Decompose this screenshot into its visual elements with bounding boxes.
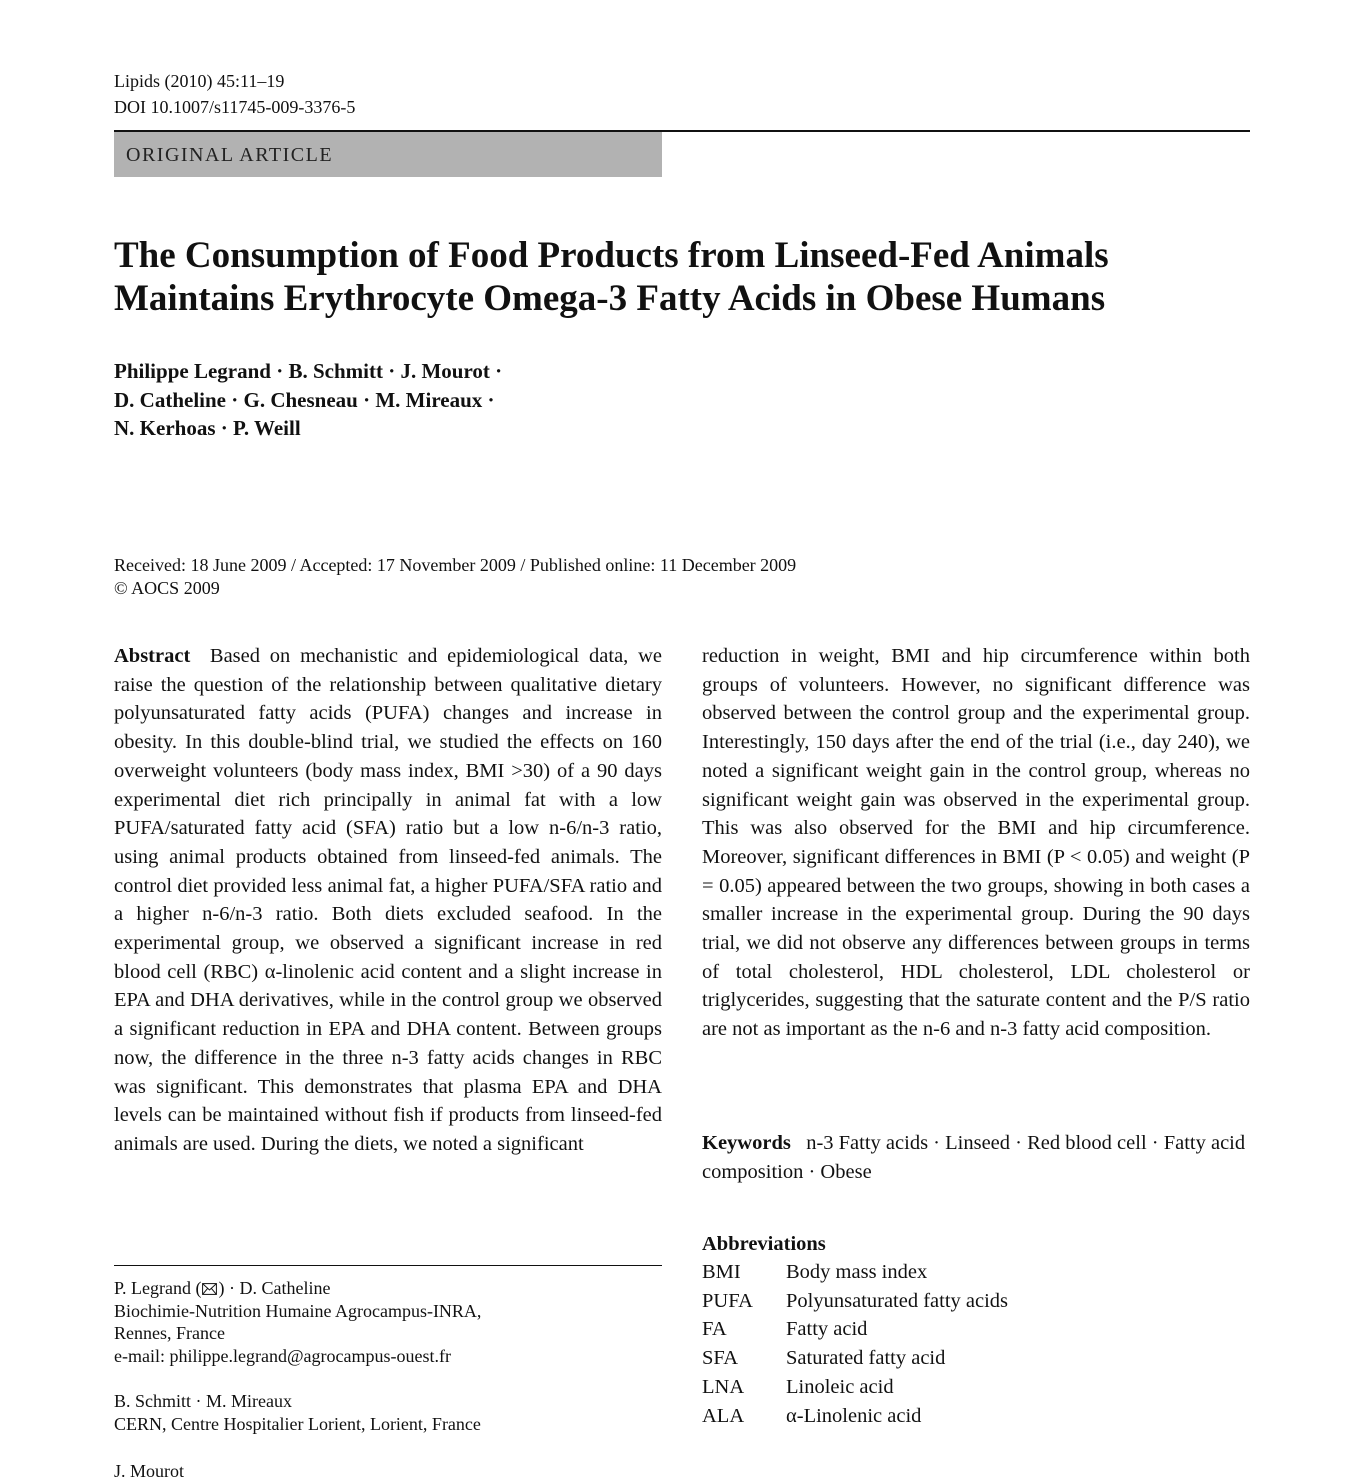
author-line: N. Kerhoas · P. Weill: [114, 416, 301, 440]
affiliation-line: Biochimie-Nutrition Humaine Agrocampus-INRA,: [114, 1300, 482, 1321]
abstract-heading: Abstract: [114, 645, 191, 667]
copyright: © AOCS 2009: [114, 578, 220, 598]
envelope-icon: [202, 1283, 217, 1295]
affiliation-block: [114, 1390, 481, 1435]
abbreviation-row: [702, 1258, 1008, 1287]
footnote-rule: [114, 1265, 662, 1266]
journal-header: [114, 68, 355, 120]
affiliation-line: Rennes, France: [114, 1323, 225, 1343]
doi: DOI 10.1007/s11745-009-3376-5: [114, 97, 356, 117]
affiliation-email[interactable]: e-mail: philippe.legrand@agrocampus-ouest.fr: [114, 1345, 451, 1366]
author-line: Philippe Legrand · B. Schmitt · J. Mourot ·: [114, 359, 503, 383]
author-line: D. Catheline · G. Chesneau · M. Mireaux ·: [114, 387, 495, 412]
abbreviation-key: BMI: [702, 1261, 741, 1283]
abbreviations-heading: Abbreviations: [702, 1233, 826, 1255]
abstract-right-column: [702, 642, 1250, 1044]
abbreviation-row: [702, 1287, 1008, 1316]
abbreviation-value: Fatty acid: [786, 1318, 868, 1341]
abbreviation-key: LNA: [702, 1375, 745, 1398]
publication-dates: [114, 554, 796, 600]
keywords-heading: Keywords: [702, 1132, 791, 1154]
affiliation-authors: P. Legrand ( ) · D. Catheline: [114, 1278, 331, 1298]
abbreviation-key: ALA: [702, 1404, 745, 1427]
abbreviations-list: [702, 1258, 1008, 1430]
abbreviation-row: [702, 1402, 1008, 1431]
abstract-text-right: reduction in weight, BMI and hip circumference within both groups of volunteers. However, no significant difference was observed between the control group and the experimental group. Interestingly, 150 days after the end of the trial (i.e., day 240), we noted a significant weight gain in the control group, whereas no significant weight gain was observed in the experimental group. This was also observed for the BMI and hip circumference. Moreover, significant differences in BMI (P < 0.05) and weight (P = 0.05) appeared between the two groups, showing in both cases a smaller increase in the experimental group. During the 90 days trial, we did not observe any differences between groups in terms of total cholesterol, HDL cholesterol, LDL cholesterol or triglycerides, suggesting that the saturate content and the P/S ratio are not as important as the n-6 and n-3 fatty acid composition.: [702, 645, 1250, 1041]
abstract-left-column: [114, 642, 662, 1159]
keywords-text: n-3 Fatty acids · Linseed · Red blood cell · Fatty acid composition · Obese: [702, 1132, 1246, 1183]
abbreviation-row: [702, 1344, 1008, 1373]
title-line: Maintains Erythrocyte Omega-3 Fatty Acids in Obese Humans: [114, 278, 1106, 319]
article-type-banner: ORIGINAL ARTICLE: [114, 132, 662, 177]
author-list: [114, 357, 502, 443]
affiliation-authors: J. Mourot: [114, 1461, 185, 1481]
abbreviation-value: Linoleic acid: [786, 1375, 894, 1398]
affiliation-block: [114, 1460, 184, 1483]
date-history: Received: 18 June 2009 / Accepted: 17 November 2009 / Published online: 11 December 2009: [114, 555, 797, 575]
journal-citation: Lipids (2010) 45:11–19: [114, 71, 285, 91]
abbreviation-value: Saturated fatty acid: [786, 1347, 946, 1370]
abbreviation-value: Polyunsaturated fatty acids: [786, 1289, 1009, 1312]
abbreviation-key: SFA: [702, 1347, 739, 1370]
abbreviation-key: FA: [702, 1318, 727, 1341]
abbreviation-value: α-Linolenic acid: [786, 1404, 922, 1427]
affiliation-authors: B. Schmitt · M. Mireaux: [114, 1391, 292, 1411]
abbreviation-key: PUFA: [702, 1289, 753, 1312]
keywords: [702, 1129, 1250, 1186]
title-line: The Consumption of Food Products from Linseed-Fed Animals: [114, 235, 1109, 276]
abbreviation-row: [702, 1315, 1008, 1344]
abbreviation-value: Body mass index: [786, 1261, 928, 1283]
affiliation-line: CERN, Centre Hospitalier Lorient, Lorient, France: [114, 1413, 481, 1434]
abbreviation-row: [702, 1373, 1008, 1402]
affiliation-block: [114, 1277, 481, 1367]
article-title: [114, 234, 1244, 320]
abstract-text-left: Based on mechanistic and epidemiological data, we raise the question of the relationship between qualitative dietary polyunsaturated fatty acids (PUFA) changes and increase in obesity. In this double-blind trial, we studied the effects on 160 overweight volunteers (body mass index, BMI >30) of a 90 days experimental diet rich principally in animal fat with a low PUFA/saturated fatty acid (SFA) ratio but a low n-6/n-3 ratio, using animal products obtained from linseed-fed animals. The control diet provided less animal fat, a higher PUFA/SFA ratio and a higher n-6/n-3 ratio. Both diets excluded seafood. In the experimental group, we observed a significant increase in red blood cell (RBC) α-linolenic acid content and a slight increase in EPA and DHA derivatives, while in the control group we observed a significant reduction in EPA and DHA content. Between groups now, the difference in the three n-3 fatty acids changes in RBC was significant. This demonstrates that plasma EPA and DHA levels can be maintained without fish if products from linseed-fed animals are used. During the diets, we noted a significant: [114, 645, 663, 1155]
